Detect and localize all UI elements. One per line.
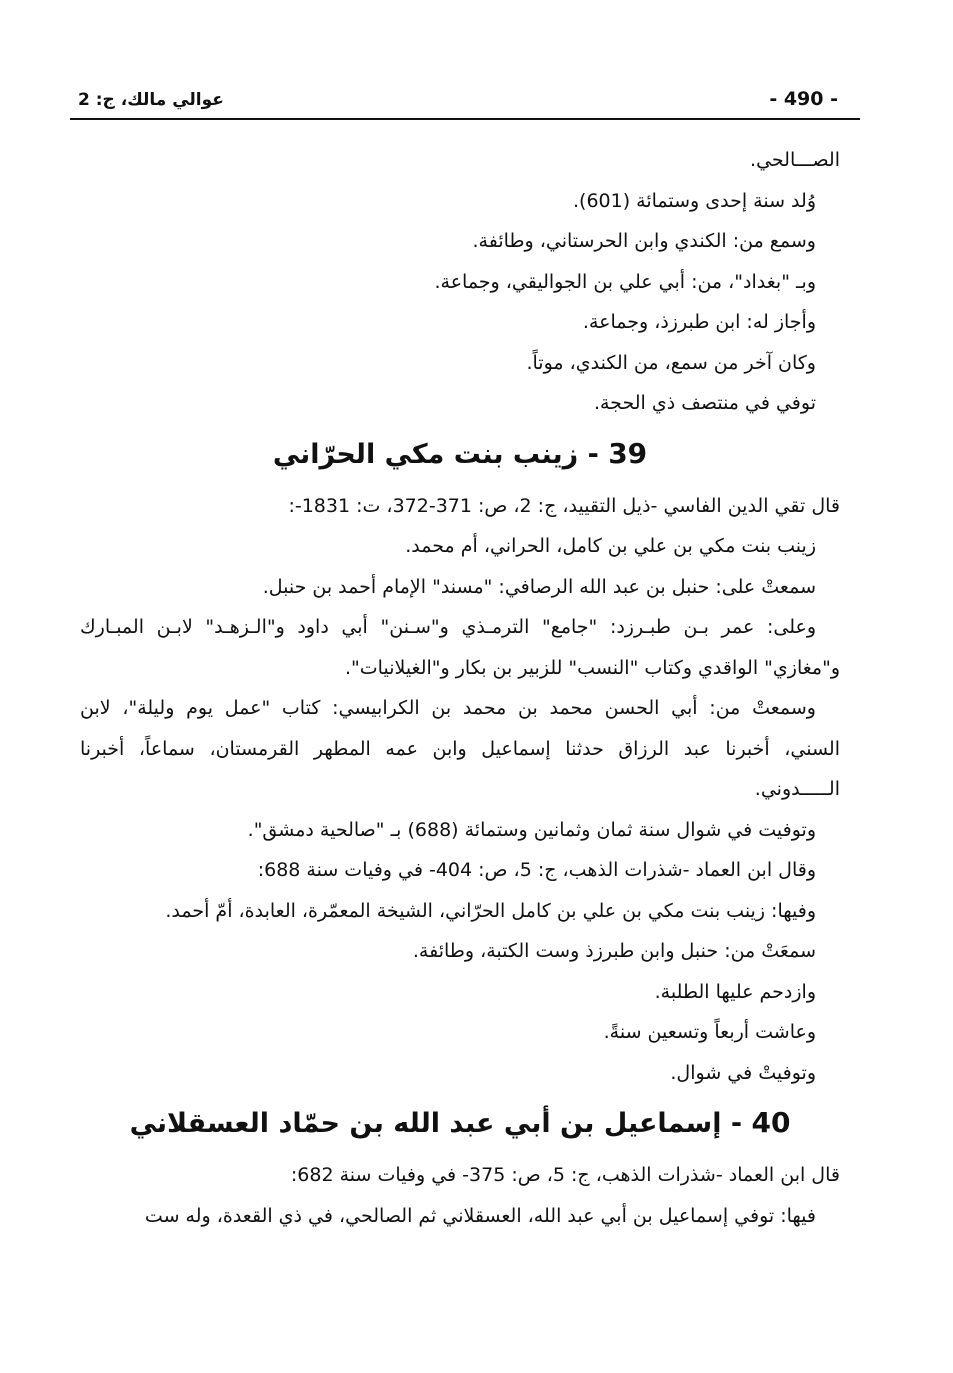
text-line: وُلد سنة إحدى وستمائة (601). [572, 189, 816, 212]
text-line: وكان آخر من سمع، من الكندي، موتاً. [526, 351, 816, 374]
text-line: توفي في منتصف ذي الحجة. [593, 392, 816, 414]
entry-heading-39 [80, 424, 840, 486]
text-line: وسمعتْ من: أبي الحسن محمد بن محمد بن الكرابيسي: كتاب "عمل يوم وليلة"، لابن [80, 697, 816, 719]
text-line: وعلى: عمر بـن طبـرزد: "جامع" الترمـذي و"سـنن" أبي داود و"الـزهـد" لابـن المبـارك [80, 616, 816, 638]
entry-title: - زينب بنت مكي الحرّاني [272, 438, 599, 470]
text-line: زينب بنت مكي بن علي بن كامل، الحراني، أم محمد. [405, 535, 816, 557]
text-line: وعاشت أربعاً وتسعين سنةً. [603, 1021, 816, 1043]
page-header [70, 86, 860, 120]
text-line: سمعتْ على: حنبل بن عبد الله الرصافي: "مسند" الإمام أحمد بن حنبل. [262, 575, 816, 598]
entry-heading-40 [80, 1093, 840, 1155]
text-line: وازدحم عليها الطلبة. [654, 980, 816, 1003]
entry-title: - إسماعيل بن أبي عبد الله بن حمّاد العسقلاني [129, 1108, 743, 1139]
text-line: السني، أخبرنا عبد الرزاق حدثنا إسماعيل وابن عمه المطهر القرمستان، سماعاً، أخبرنا [80, 737, 840, 760]
text-line: قال ابن العماد -شذرات الذهب، ج: 5، ص: 375- في وفيات سنة 682: [290, 1164, 840, 1186]
page-number: - 490 - [769, 88, 838, 110]
text-line: سمعَتْ من: حنبل وابن طبرزذ وست الكتبة، وطائفة. [412, 940, 816, 962]
text-line: وقال ابن العماد -شذرات الذهب، ج: 5، ص: 404- في وفيات سنة 688: [257, 859, 816, 881]
text-line: و"مغازي" الواقدي وكتاب "النسب" للزبير بن بكار و"الغيلانيات". [345, 656, 840, 679]
entry-number: 40 [751, 1106, 791, 1139]
running-title: عوالي مالك، ج: 2 [78, 90, 224, 110]
text-line: قال تقي الدين الفاسي -ذيل التقييد، ج: 2، ص: 371-372، ت: 1831-: [288, 494, 840, 517]
text-line: وتوفيت في شوال سنة ثمان وثمانين وستمائة (688) بـ "صالحية دمشق". [247, 818, 816, 841]
text-line: وبـ "بغداد"، من: أبي علي بن الجواليقي، وجماعة. [434, 270, 816, 293]
text-line: الـــــدوني. [754, 778, 840, 800]
text-line: وتوفيتْ في شوال. [670, 1061, 816, 1084]
text-line: الصـــالحي. [750, 149, 840, 171]
entry-number: 39 [608, 436, 648, 470]
body-text [80, 140, 840, 1236]
text-line: وسمع من: الكندي وابن الحرستاني، وطائفة. [472, 230, 816, 252]
text-line: فيها: توفي إسماعيل بن أبي عبد الله، العسقلاني ثم الصالحي، في ذي القعدة، وله ست [144, 1204, 816, 1227]
text-line: وأجاز له: ابن طبرزذ، وجماعة. [582, 311, 816, 333]
text-line: وفيها: زينب بنت مكي بن علي بن كامل الحرّاني، الشيخة المعمّرة، العابدة، أمّ أحمد. [165, 899, 816, 922]
